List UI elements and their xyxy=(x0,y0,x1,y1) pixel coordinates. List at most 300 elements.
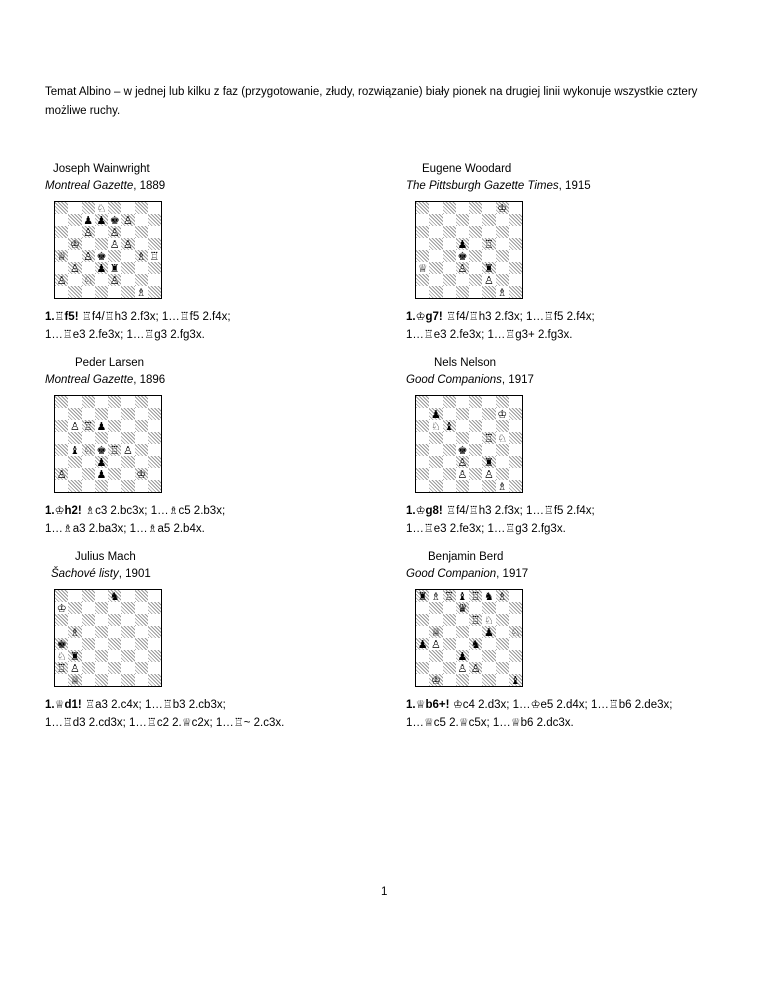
board-square-c3 xyxy=(443,262,456,274)
board-square-h3 xyxy=(509,456,522,468)
board-square-f3 xyxy=(482,456,495,468)
board-square-b3 xyxy=(429,262,442,274)
piece-symbol-icon: ♖ xyxy=(104,310,115,323)
board-square-e4 xyxy=(469,444,482,456)
solution-text: c2 2. xyxy=(156,717,182,729)
board-square-e4 xyxy=(108,638,121,650)
chess-piece-icon: ♚ xyxy=(96,250,107,262)
board-square-a3 xyxy=(416,456,429,468)
problem-solution xyxy=(45,308,385,344)
board-square-e8 xyxy=(108,396,121,408)
problem-header xyxy=(406,161,746,195)
chess-piece-icon: ♟ xyxy=(457,238,468,250)
board-square-a2 xyxy=(416,468,429,480)
solution-text: g3 2.fg3x. xyxy=(515,523,566,535)
board-square-h2 xyxy=(148,468,161,480)
board-square-a1 xyxy=(416,480,429,492)
board-square-b5 xyxy=(68,432,81,444)
piece-symbol-icon: ♖ xyxy=(146,716,157,729)
board-square-c4 xyxy=(443,638,456,650)
board-square-b3 xyxy=(429,650,442,662)
board-square-e8 xyxy=(108,202,121,214)
solution-text: 1. xyxy=(406,311,416,323)
board-square-c2 xyxy=(443,274,456,286)
board-square-e3 xyxy=(108,262,121,274)
board-square-h2 xyxy=(509,662,522,674)
board-square-h8 xyxy=(509,396,522,408)
board-square-h5 xyxy=(509,238,522,250)
board-square-b8 xyxy=(429,590,442,602)
problem-header xyxy=(406,549,746,583)
chess-piece-icon: ♘ xyxy=(483,614,494,626)
board-square-e3 xyxy=(108,650,121,662)
piece-symbol-icon: ♔ xyxy=(415,504,426,517)
board-square-h2 xyxy=(509,274,522,286)
board-square-b6 xyxy=(429,226,442,238)
chess-piece-icon: ♙ xyxy=(122,238,133,250)
problem-solution xyxy=(45,502,385,538)
board-square-g1 xyxy=(135,674,148,686)
board-square-h1 xyxy=(148,286,161,298)
board-square-c3 xyxy=(443,456,456,468)
board-square-h6 xyxy=(509,226,522,238)
problem-author: Nels Nelson xyxy=(434,357,496,369)
board-square-c5 xyxy=(82,432,95,444)
board-square-a1 xyxy=(55,674,68,686)
piece-symbol-icon: ♖ xyxy=(423,328,434,341)
board-square-f8 xyxy=(482,590,495,602)
board-square-a4 xyxy=(55,444,68,456)
board-square-a4 xyxy=(416,250,429,262)
solution-line xyxy=(406,714,746,732)
board-square-g8 xyxy=(496,202,509,214)
board-square-h5 xyxy=(509,432,522,444)
board-square-h8 xyxy=(509,202,522,214)
board-square-g2 xyxy=(135,662,148,674)
piece-symbol-icon: ♖ xyxy=(543,310,554,323)
board-square-h3 xyxy=(148,262,161,274)
solution-text: 1… xyxy=(45,329,63,341)
chess-piece-icon: ♘ xyxy=(497,432,508,444)
board-square-h8 xyxy=(148,396,161,408)
board-square-a2 xyxy=(55,662,68,674)
solution-text: f4/ xyxy=(456,311,469,323)
board-square-h1 xyxy=(509,480,522,492)
piece-symbol-icon: ♖ xyxy=(62,716,73,729)
board-square-e8 xyxy=(469,590,482,602)
board-square-a8 xyxy=(416,396,429,408)
board-square-h4 xyxy=(148,638,161,650)
chess-piece-icon: ♙ xyxy=(56,274,67,286)
board-square-g7 xyxy=(135,214,148,226)
solution-text: g7! xyxy=(425,311,443,323)
chess-piece-icon: ♖ xyxy=(483,238,494,250)
piece-symbol-icon: ♔ xyxy=(415,310,426,323)
board-square-g2 xyxy=(135,468,148,480)
solution-text: f5! xyxy=(64,311,79,323)
chess-piece-icon: ♗ xyxy=(497,286,508,298)
board-square-c4 xyxy=(443,250,456,262)
intro-text: Temat Albino – w jednej lub kilku z faz (przygotowanie, złudy, rozwiązanie) biały pionek na drugiej linii wykonuje wszystkie cztery możliwe ruchy. xyxy=(45,86,698,117)
board-square-a5 xyxy=(416,238,429,250)
board-square-d8 xyxy=(95,590,108,602)
solution-text: c5 2.b3x; xyxy=(178,505,226,517)
board-square-c7 xyxy=(82,214,95,226)
board-square-c2 xyxy=(82,274,95,286)
board-square-c5 xyxy=(82,238,95,250)
solution-text: c5x; 1… xyxy=(468,717,511,729)
board-square-b4 xyxy=(68,444,81,456)
chess-piece-icon: ♗ xyxy=(497,590,508,602)
board-square-c1 xyxy=(443,286,456,298)
chess-piece-icon: ♝ xyxy=(444,420,455,432)
board-square-e5 xyxy=(108,238,121,250)
chess-piece-icon: ♙ xyxy=(122,214,133,226)
solution-text: e3 2.fe3x; 1… xyxy=(72,329,145,341)
solution-text: e3 2.fe3x; 1… xyxy=(433,329,506,341)
board-square-h7 xyxy=(148,408,161,420)
board-square-f1 xyxy=(482,674,495,686)
board-square-h5 xyxy=(148,238,161,250)
board-square-b4 xyxy=(429,250,442,262)
piece-symbol-icon: ♖ xyxy=(162,698,173,711)
piece-symbol-icon: ♔ xyxy=(449,698,463,711)
board-square-e4 xyxy=(108,444,121,456)
chess-piece-icon: ♖ xyxy=(483,432,494,444)
board-square-d1 xyxy=(456,674,469,686)
board-square-g1 xyxy=(496,286,509,298)
board-square-f1 xyxy=(121,674,134,686)
chess-piece-icon: ♞ xyxy=(483,590,494,602)
board-square-f4 xyxy=(482,444,495,456)
board-square-g1 xyxy=(135,480,148,492)
board-square-g6 xyxy=(496,226,509,238)
board-square-f2 xyxy=(121,274,134,286)
board-square-h6 xyxy=(148,614,161,626)
board-square-e5 xyxy=(469,626,482,638)
board-square-d3 xyxy=(456,650,469,662)
board-square-g1 xyxy=(496,674,509,686)
board-square-d7 xyxy=(456,602,469,614)
board-square-d4 xyxy=(456,444,469,456)
solution-text: 1… xyxy=(406,717,424,729)
board-square-c6 xyxy=(443,226,456,238)
chess-piece-icon: ♟ xyxy=(96,262,107,274)
board-square-c6 xyxy=(443,420,456,432)
board-square-g6 xyxy=(135,226,148,238)
board-square-b4 xyxy=(68,250,81,262)
board-square-f4 xyxy=(482,638,495,650)
board-square-a3 xyxy=(55,456,68,468)
board-square-e8 xyxy=(469,202,482,214)
solution-text: c5 2. xyxy=(433,717,459,729)
board-square-f3 xyxy=(121,262,134,274)
board-square-g2 xyxy=(496,662,509,674)
board-square-g7 xyxy=(496,602,509,614)
board-square-g3 xyxy=(135,262,148,274)
board-square-d3 xyxy=(95,456,108,468)
board-square-e6 xyxy=(108,614,121,626)
solution-text: 1. xyxy=(45,311,55,323)
board-square-e2 xyxy=(469,662,482,674)
solution-text: g3+ 2.fg3x. xyxy=(515,329,573,341)
board-square-f3 xyxy=(482,262,495,274)
problem-solution xyxy=(406,696,746,732)
board-square-h4 xyxy=(509,250,522,262)
board-square-f4 xyxy=(121,444,134,456)
board-square-d3 xyxy=(456,262,469,274)
board-square-e4 xyxy=(108,250,121,262)
board-square-h1 xyxy=(148,674,161,686)
board-square-d7 xyxy=(456,408,469,420)
board-square-d2 xyxy=(95,274,108,286)
board-square-h4 xyxy=(509,444,522,456)
solution-text: 1. xyxy=(406,699,416,711)
board-square-d5 xyxy=(95,432,108,444)
board-square-h7 xyxy=(509,214,522,226)
board-square-a1 xyxy=(416,286,429,298)
board-square-g7 xyxy=(135,408,148,420)
board-square-c1 xyxy=(82,674,95,686)
board-square-e6 xyxy=(469,226,482,238)
board-square-c2 xyxy=(82,468,95,480)
board-square-c8 xyxy=(443,202,456,214)
board-square-e2 xyxy=(108,274,121,286)
board-square-f2 xyxy=(121,468,134,480)
board-square-d4 xyxy=(95,638,108,650)
board-square-a6 xyxy=(55,420,68,432)
board-square-c1 xyxy=(82,480,95,492)
board-square-f7 xyxy=(121,408,134,420)
board-square-e2 xyxy=(469,468,482,480)
board-square-c6 xyxy=(82,614,95,626)
board-square-h8 xyxy=(148,202,161,214)
solution-text: c3 2.bc3x; 1… xyxy=(95,505,169,517)
board-square-c3 xyxy=(82,650,95,662)
board-square-g5 xyxy=(496,626,509,638)
board-square-c5 xyxy=(443,626,456,638)
board-square-a7 xyxy=(55,602,68,614)
piece-symbol-icon: ♕ xyxy=(458,716,469,729)
piece-symbol-icon: ♕ xyxy=(510,716,521,729)
board-square-f5 xyxy=(121,238,134,250)
board-square-a4 xyxy=(416,638,429,650)
board-square-b8 xyxy=(429,202,442,214)
board-square-c7 xyxy=(82,602,95,614)
board-square-e6 xyxy=(469,420,482,432)
board-square-f4 xyxy=(121,638,134,650)
board-square-g3 xyxy=(496,650,509,662)
board-square-a8 xyxy=(416,590,429,602)
problem-source: Good Companions, 1917 xyxy=(406,374,534,386)
solution-text: d3 2.cd3x; 1… xyxy=(72,717,147,729)
board-square-g5 xyxy=(496,238,509,250)
chess-piece-icon: ♙ xyxy=(109,238,120,250)
board-square-a7 xyxy=(416,408,429,420)
chess-piece-icon: ♕ xyxy=(69,674,80,686)
piece-symbol-icon: ♖ xyxy=(468,504,479,517)
board-square-f3 xyxy=(121,650,134,662)
board-square-e4 xyxy=(469,250,482,262)
board-square-b7 xyxy=(429,214,442,226)
chess-piece-icon: ♙ xyxy=(457,262,468,274)
board-square-c4 xyxy=(82,250,95,262)
board-square-f4 xyxy=(482,250,495,262)
board-square-h2 xyxy=(148,274,161,286)
board-square-f8 xyxy=(121,202,134,214)
board-square-a6 xyxy=(416,226,429,238)
board-square-b7 xyxy=(429,602,442,614)
piece-symbol-icon: ♖ xyxy=(179,310,190,323)
solution-text: 1… xyxy=(45,717,63,729)
board-square-b2 xyxy=(68,468,81,480)
chess-piece-icon: ♚ xyxy=(457,444,468,456)
board-square-b1 xyxy=(429,480,442,492)
board-square-b4 xyxy=(429,444,442,456)
board-square-g1 xyxy=(496,480,509,492)
chess-piece-icon: ♖ xyxy=(109,444,120,456)
board-square-e3 xyxy=(469,650,482,662)
chess-piece-icon: ♘ xyxy=(510,626,521,638)
board-square-g8 xyxy=(135,590,148,602)
chess-piece-icon: ♖ xyxy=(56,662,67,674)
board-square-b5 xyxy=(68,238,81,250)
piece-symbol-icon: ♖ xyxy=(54,310,65,323)
chess-diagram xyxy=(54,395,162,493)
board-square-d6 xyxy=(95,614,108,626)
board-square-b8 xyxy=(68,590,81,602)
solution-text: a3 2.ba3x; 1… xyxy=(72,523,148,535)
solution-text: h3 2.f3x; 1… xyxy=(114,311,180,323)
board-square-e5 xyxy=(108,432,121,444)
board-square-c2 xyxy=(82,662,95,674)
board-square-c6 xyxy=(82,226,95,238)
chess-piece-icon: ♙ xyxy=(69,262,80,274)
board-square-f6 xyxy=(121,226,134,238)
board-square-b5 xyxy=(429,432,442,444)
piece-symbol-icon: ♖ xyxy=(442,504,457,517)
solution-line xyxy=(45,326,385,344)
chess-piece-icon: ♟ xyxy=(83,214,94,226)
board-square-d6 xyxy=(95,420,108,432)
board-square-g5 xyxy=(135,626,148,638)
board-square-b7 xyxy=(68,602,81,614)
chess-piece-icon: ♚ xyxy=(109,214,120,226)
board-square-b6 xyxy=(429,420,442,432)
board-square-b6 xyxy=(429,614,442,626)
board-square-a5 xyxy=(55,432,68,444)
board-square-g6 xyxy=(135,614,148,626)
solution-text: 1. xyxy=(406,505,416,517)
solution-text: a3 2.c4x; 1… xyxy=(95,699,163,711)
board-square-b2 xyxy=(429,662,442,674)
board-square-h6 xyxy=(148,420,161,432)
board-square-a3 xyxy=(416,262,429,274)
chess-piece-icon: ♜ xyxy=(109,262,120,274)
board-square-c8 xyxy=(82,590,95,602)
board-square-c8 xyxy=(443,590,456,602)
board-square-b5 xyxy=(429,238,442,250)
board-square-e2 xyxy=(108,662,121,674)
board-square-f2 xyxy=(482,468,495,480)
piece-symbol-icon: ♖ xyxy=(543,504,554,517)
board-square-h1 xyxy=(509,674,522,686)
board-square-e1 xyxy=(469,480,482,492)
problem-header xyxy=(45,161,385,195)
board-square-g4 xyxy=(135,250,148,262)
board-square-g4 xyxy=(135,638,148,650)
solution-line xyxy=(406,308,746,326)
board-square-b1 xyxy=(68,480,81,492)
board-square-d7 xyxy=(95,214,108,226)
solution-text: b6+! xyxy=(425,699,450,711)
board-square-d1 xyxy=(95,480,108,492)
board-square-b1 xyxy=(68,286,81,298)
board-square-a1 xyxy=(55,480,68,492)
solution-line xyxy=(45,696,385,714)
chess-piece-icon: ♘ xyxy=(96,202,107,214)
board-square-h2 xyxy=(509,468,522,480)
problem-author: Eugene Woodard xyxy=(422,163,512,175)
problem-author: Julius Mach xyxy=(75,551,136,563)
board-square-f3 xyxy=(121,456,134,468)
piece-symbol-icon: ♖ xyxy=(62,328,73,341)
solution-text: f5 2.f4x; xyxy=(189,311,231,323)
board-square-g4 xyxy=(496,250,509,262)
chess-piece-icon: ♙ xyxy=(457,662,468,674)
board-square-a1 xyxy=(416,674,429,686)
board-square-d1 xyxy=(95,286,108,298)
board-square-f6 xyxy=(121,420,134,432)
board-square-c3 xyxy=(443,650,456,662)
board-square-f8 xyxy=(121,396,134,408)
board-square-f7 xyxy=(482,408,495,420)
board-square-d4 xyxy=(456,250,469,262)
board-square-g8 xyxy=(135,396,148,408)
board-square-a5 xyxy=(55,238,68,250)
board-square-e7 xyxy=(469,408,482,420)
chess-piece-icon: ♔ xyxy=(56,602,67,614)
board-square-c1 xyxy=(443,480,456,492)
board-square-g5 xyxy=(135,238,148,250)
board-square-a8 xyxy=(55,396,68,408)
board-square-f3 xyxy=(482,650,495,662)
board-square-h3 xyxy=(148,650,161,662)
problem-header xyxy=(406,355,746,389)
board-square-c5 xyxy=(443,238,456,250)
board-square-b7 xyxy=(429,408,442,420)
board-square-d2 xyxy=(95,468,108,480)
chess-piece-icon: ♟ xyxy=(417,638,428,650)
board-square-d7 xyxy=(95,602,108,614)
board-square-h6 xyxy=(509,614,522,626)
board-square-h4 xyxy=(509,638,522,650)
board-square-f6 xyxy=(482,614,495,626)
board-square-d8 xyxy=(456,590,469,602)
board-square-c7 xyxy=(443,408,456,420)
board-square-d7 xyxy=(456,214,469,226)
board-square-c7 xyxy=(443,214,456,226)
chess-piece-icon: ♗ xyxy=(69,626,80,638)
board-square-d6 xyxy=(456,226,469,238)
chess-piece-icon: ♞ xyxy=(470,638,481,650)
chess-piece-icon: ♖ xyxy=(444,590,455,602)
board-square-d4 xyxy=(95,250,108,262)
board-square-f7 xyxy=(121,214,134,226)
solution-text: e3 2.fe3x; 1… xyxy=(433,523,506,535)
solution-text: 1… xyxy=(406,523,424,535)
board-square-f2 xyxy=(482,662,495,674)
